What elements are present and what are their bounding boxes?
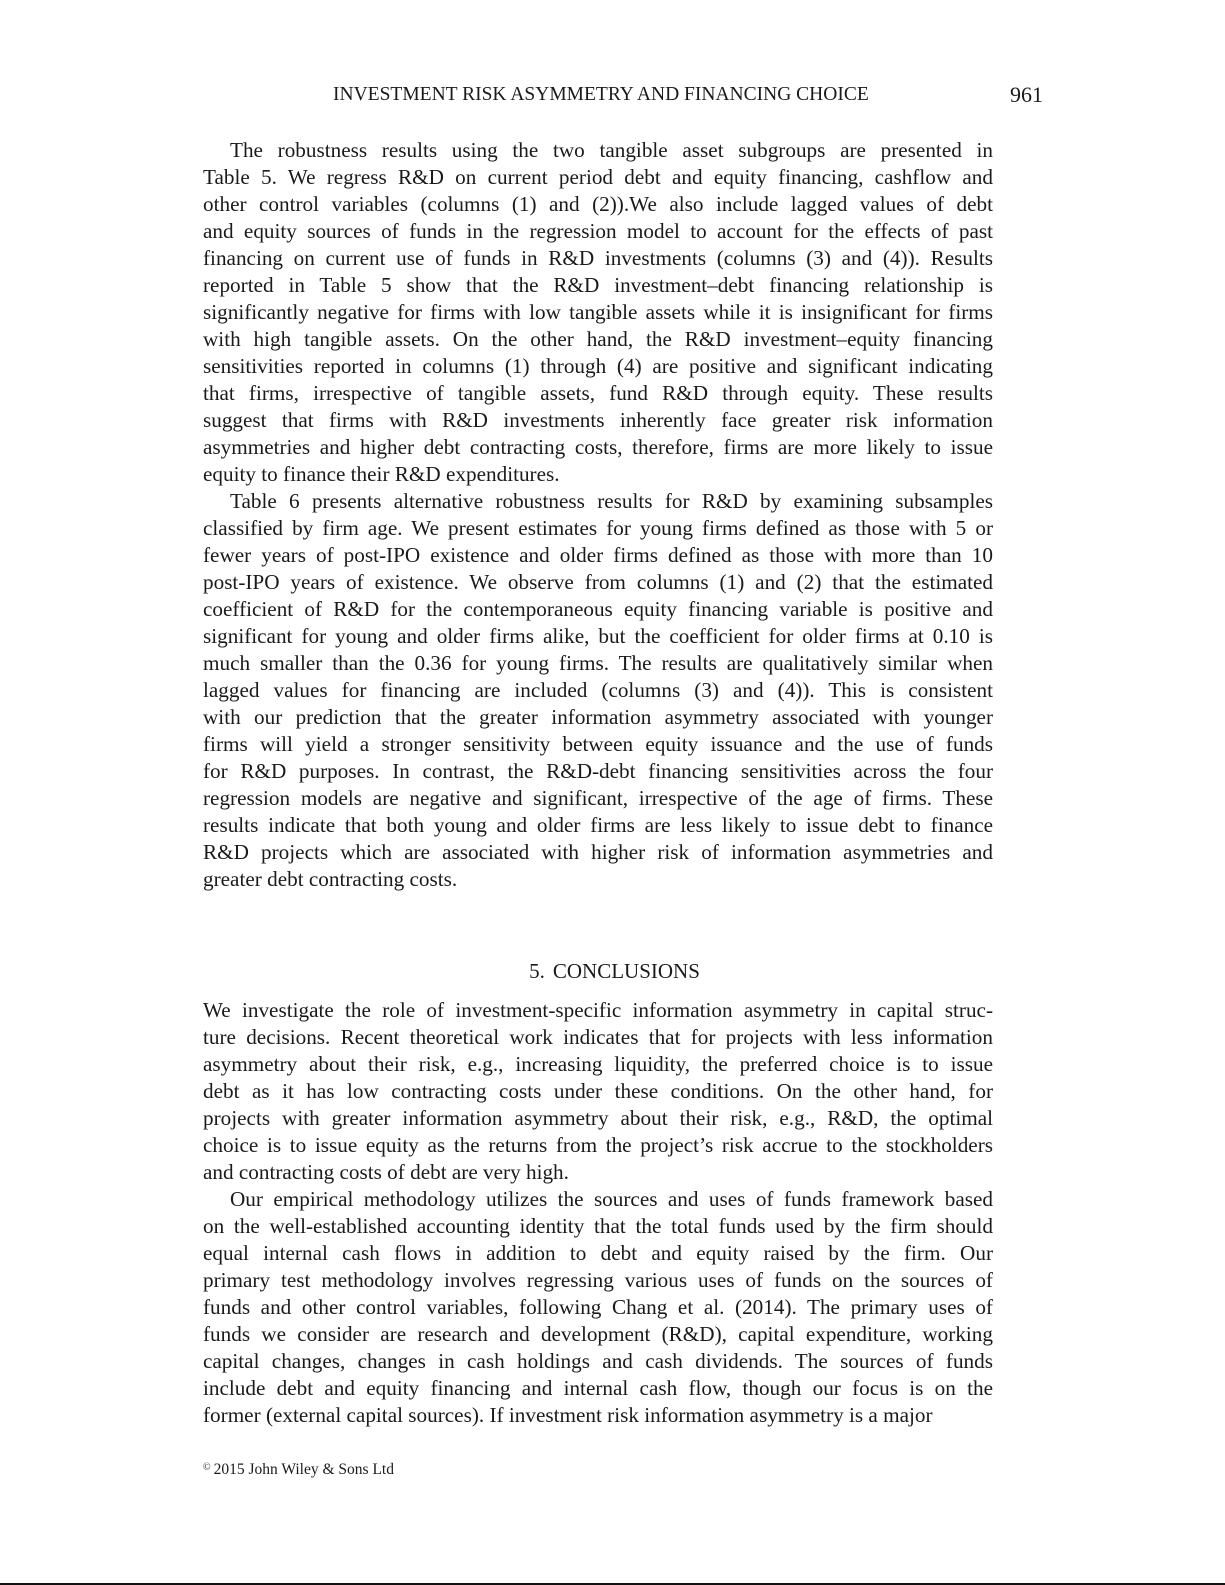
text-line: primary test methodology involves regressing various uses of funds on the sources of bbox=[203, 1268, 993, 1292]
copyright-notice bbox=[203, 1461, 394, 1479]
text-line: We investigate the role of investment-specific information asymmetry in capital struc- bbox=[203, 998, 993, 1022]
running-title: INVESTMENT RISK ASYMMETRY AND FINANCING CHOICE bbox=[333, 84, 869, 105]
text-line: Our empirical methodology utilizes the sources and uses of funds framework based bbox=[230, 1187, 993, 1211]
text-line: debt as it has low contracting costs under these conditions. On the other hand, for bbox=[203, 1079, 993, 1103]
text-line: other control variables (columns (1) and (2)).We also include lagged values of debt bbox=[203, 192, 993, 216]
text-line: with high tangible assets. On the other hand, the R&D investment–equity financing bbox=[203, 327, 993, 351]
text-line: much smaller than the 0.36 for young firms. The results are qualitatively similar when bbox=[203, 651, 993, 675]
text-line: regression models are negative and significant, irrespective of the age of firms. These bbox=[203, 786, 993, 810]
copyright-text: 2015 John Wiley & Sons Ltd bbox=[213, 1461, 394, 1478]
text-line: The robustness results using the two tangible asset subgroups are presented in bbox=[230, 138, 993, 162]
text-line: choice is to issue equity as the returns from the project’s risk accrue to the stockholders bbox=[203, 1133, 993, 1157]
paragraph bbox=[203, 1186, 993, 1429]
text-line: reported in Table 5 show that the R&D investment–debt financing relationship is bbox=[203, 273, 993, 297]
text-line: and equity sources of funds in the regression model to account for the effects of past bbox=[203, 219, 993, 243]
conclusions-text bbox=[203, 997, 993, 1429]
text-line: coefficient of R&D for the contemporaneous equity financing variable is positive and bbox=[203, 597, 993, 621]
text-line: fewer years of post-IPO existence and older firms defined as those with more than 10 bbox=[203, 543, 993, 567]
page-number: 961 bbox=[1010, 82, 1043, 107]
paragraph bbox=[203, 488, 993, 893]
text-line: significant for young and older firms alike, but the coefficient for older firms at 0.10 is bbox=[203, 624, 993, 648]
text-line: ture decisions. Recent theoretical work indicates that for projects with less information bbox=[203, 1025, 993, 1049]
copyright-symbol: © bbox=[203, 1462, 211, 1473]
text-line: and contracting costs of debt are very high. bbox=[203, 1160, 569, 1184]
text-line: equal internal cash flows in addition to debt and equity raised by the firm. Our bbox=[203, 1241, 993, 1265]
text-line: equity to finance their R&D expenditures. bbox=[203, 462, 560, 486]
text-line: capital changes, changes in cash holdings and cash dividends. The sources of funds bbox=[203, 1349, 993, 1373]
section-title: CONCLUSIONS bbox=[552, 959, 700, 983]
text-line: financing on current use of funds in R&D investments (columns (3) and (4)). Results bbox=[203, 246, 993, 270]
text-line: funds and other control variables, following Chang et al. (2014). The primary uses of bbox=[203, 1295, 993, 1319]
text-line: post-IPO years of existence. We observe from columns (1) and (2) that the estimated bbox=[203, 570, 993, 594]
paragraph bbox=[203, 137, 993, 488]
text-line: significantly negative for firms with low tangible assets while it is insignificant for firms bbox=[203, 300, 993, 324]
text-line: for R&D purposes. In contrast, the R&D-debt financing sensitivities across the four bbox=[203, 759, 993, 783]
text-line: Table 6 presents alternative robustness results for R&D by examining subsamples bbox=[230, 489, 993, 513]
text-line: R&D projects which are associated with higher risk of information asymmetries and bbox=[203, 840, 993, 864]
text-line: asymmetry about their risk, e.g., increasing liquidity, the preferred choice is to issue bbox=[203, 1052, 993, 1076]
text-line: funds we consider are research and development (R&D), capital expenditure, working bbox=[203, 1322, 993, 1346]
running-head bbox=[0, 84, 1225, 110]
text-line: suggest that firms with R&D investments inherently face greater risk information bbox=[203, 408, 993, 432]
text-line: results indicate that both young and older firms are less likely to issue debt to finance bbox=[203, 813, 993, 837]
text-line: lagged values for financing are included (columns (3) and (4)). This is consistent bbox=[203, 678, 993, 702]
paragraph bbox=[203, 997, 993, 1186]
text-line: former (external capital sources). If investment risk information asymmetry is a major bbox=[203, 1403, 933, 1427]
text-line: include debt and equity financing and internal cash flow, though our focus is on the bbox=[203, 1376, 993, 1400]
text-line: projects with greater information asymmetry about their risk, e.g., R&D, the optimal bbox=[203, 1106, 993, 1130]
text-line: greater debt contracting costs. bbox=[203, 867, 458, 891]
section-number: 5. bbox=[529, 959, 545, 983]
text-line: that firms, irrespective of tangible assets, fund R&D through equity. These results bbox=[203, 381, 993, 405]
text-line: classified by firm age. We present estimates for young firms defined as those with 5 or bbox=[203, 516, 993, 540]
section-heading bbox=[0, 958, 1225, 985]
text-line: on the well-established accounting identity that the total funds used by the firm should bbox=[203, 1214, 993, 1238]
text-line: sensitivities reported in columns (1) through (4) are positive and significant indicating bbox=[203, 354, 993, 378]
text-line: asymmetries and higher debt contracting costs, therefore, firms are more likely to issue bbox=[203, 435, 993, 459]
text-line: firms will yield a stronger sensitivity between equity issuance and the use of funds bbox=[203, 732, 993, 756]
text-line: Table 5. We regress R&D on current period debt and equity financing, cashflow and bbox=[203, 165, 993, 189]
results-section-text bbox=[203, 137, 993, 893]
text-line: with our prediction that the greater information asymmetry associated with younger bbox=[203, 705, 993, 729]
